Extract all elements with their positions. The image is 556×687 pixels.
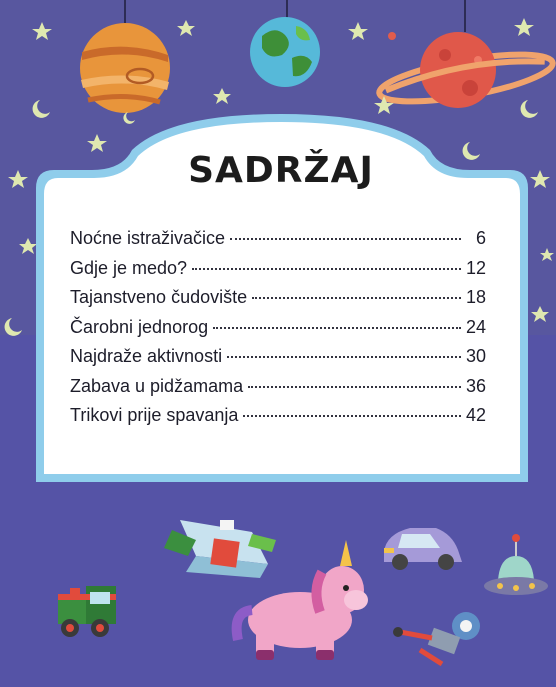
toc-dot-leader — [248, 386, 461, 388]
toc-entry — [70, 258, 486, 288]
table-of-contents — [70, 228, 486, 435]
flying-saucer-icon — [484, 534, 548, 595]
toc-entry — [70, 228, 486, 258]
toc-page-number: 18 — [465, 287, 486, 307]
toc-entry-title: Zabava u pidžamama — [70, 375, 244, 396]
toc-entry — [70, 405, 486, 435]
toc-entry — [70, 376, 486, 406]
toc-entry-title: Najdraže aktivnosti — [70, 346, 223, 366]
toy-robot-icon — [393, 612, 480, 664]
toc-dot-leader — [227, 356, 461, 358]
toc-page-number: 36 — [465, 375, 486, 396]
toc-entry-title: Tajanstveno čudovište — [70, 287, 248, 307]
toc-entry — [70, 317, 486, 347]
orange-planet-icon — [80, 23, 170, 113]
red-ringed-planet-icon — [376, 32, 556, 111]
toc-entry-title: Gdje je medo? — [70, 257, 188, 278]
jigsaw-puzzle-icon — [164, 520, 276, 578]
toc-entry-title: Trikovi prije spavanja — [70, 405, 239, 425]
purple-car-icon — [384, 528, 462, 570]
toc-dot-leader — [230, 238, 461, 240]
toc-dot-leader — [213, 327, 461, 329]
toc-page-number: 42 — [465, 405, 486, 425]
toc-page-number: 6 — [475, 228, 486, 248]
toc-page-number: 12 — [465, 257, 486, 278]
toc-entry-title: Čarobni jednorog — [70, 316, 209, 337]
earth-planet-icon — [250, 17, 320, 87]
toc-page-number: 30 — [465, 346, 486, 366]
toc-dot-leader — [243, 415, 461, 417]
toc-entry — [70, 346, 486, 376]
toc-page-number: 24 — [465, 316, 486, 337]
toc-dot-leader — [192, 268, 461, 270]
page-title: SADRŽAJ — [188, 150, 374, 191]
toc-entry-title: Noćne istraživačice — [70, 228, 226, 248]
toc-entry — [70, 287, 486, 317]
toc-dot-leader — [252, 297, 461, 299]
green-train-icon — [58, 586, 116, 637]
